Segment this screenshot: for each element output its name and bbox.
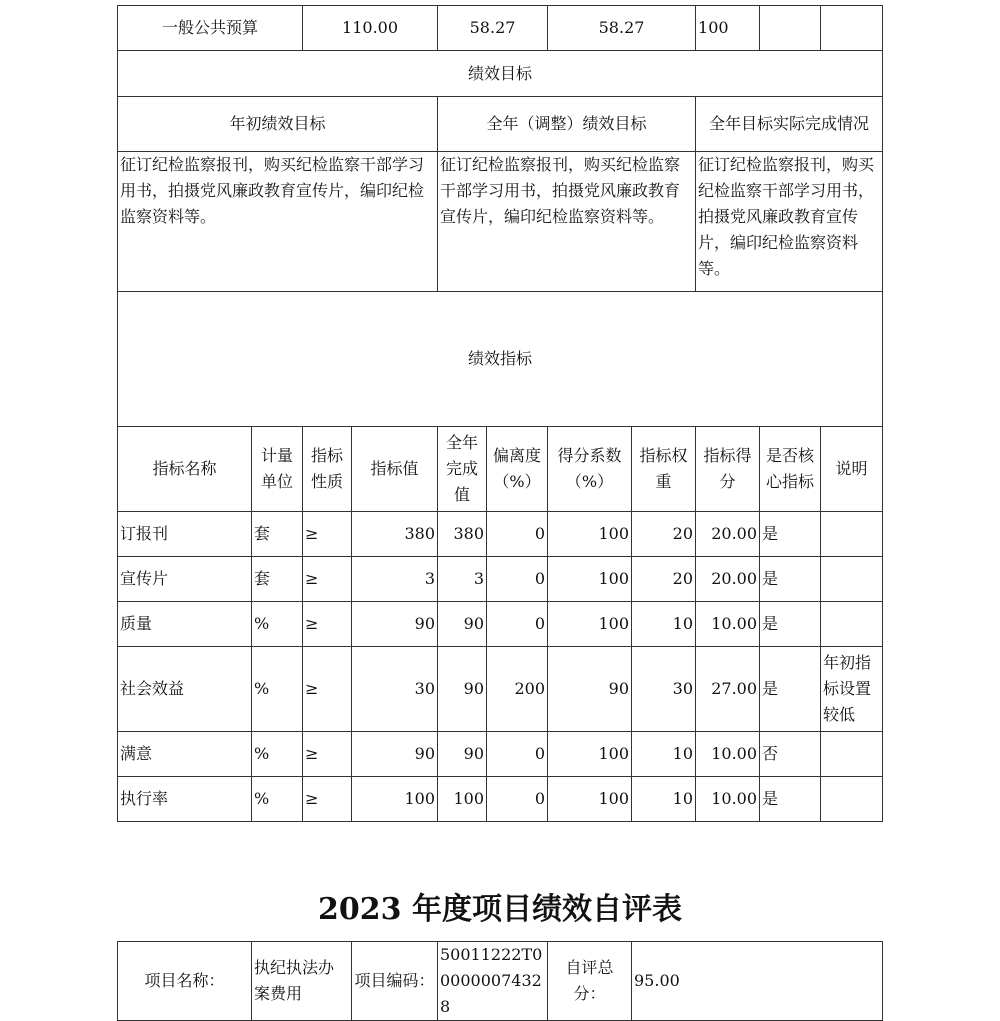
row-actual: 90 [438, 602, 487, 647]
project-code-label: 项目编码： [352, 942, 438, 1021]
row-deviation: 200 [487, 647, 548, 732]
budget-v2: 58.27 [438, 6, 548, 51]
row-coef: 100 [548, 557, 632, 602]
project-code-value: 50011222T000000074328 [438, 942, 548, 1021]
row-deviation: 0 [487, 777, 548, 822]
header-note: 说明 [821, 427, 883, 512]
table-row [118, 602, 883, 647]
row-target: 100 [352, 777, 438, 822]
row-deviation: 0 [487, 512, 548, 557]
row-coef: 100 [548, 777, 632, 822]
goals-col1-text: 征订纪检监察报刊，购买纪检监察干部学习用书，拍摄党风廉政教育宣传片，编印纪检监察资料等。 [118, 152, 438, 292]
header-deviation: 偏离度（%） [487, 427, 548, 512]
header-unit: 计量单位 [252, 427, 303, 512]
row-weight: 10 [632, 732, 696, 777]
row-core: 是 [760, 777, 821, 822]
second-table-title: 2023 年度项目绩效自评表 [318, 892, 682, 927]
row-actual: 90 [438, 647, 487, 732]
header-nature: 指标性质 [303, 427, 352, 512]
row-note [821, 512, 883, 557]
row-name: 执行率 [118, 777, 252, 822]
row-weight: 30 [632, 647, 696, 732]
performance-table [117, 5, 883, 822]
header-target: 指标值 [352, 427, 438, 512]
row-score: 10.00 [696, 732, 760, 777]
row-target: 30 [352, 647, 438, 732]
row-actual: 90 [438, 732, 487, 777]
row-score: 27.00 [696, 647, 760, 732]
project-name-label: 项目名称： [118, 942, 252, 1021]
goals-col2-header: 全年（调整）绩效目标 [438, 97, 696, 152]
row-core: 是 [760, 647, 821, 732]
row-score: 20.00 [696, 557, 760, 602]
row-target: 90 [352, 732, 438, 777]
budget-label: 一般公共预算 [118, 6, 303, 51]
row-target: 380 [352, 512, 438, 557]
row-nature: ≥ [303, 512, 352, 557]
goals-col1-header: 年初绩效目标 [118, 97, 438, 152]
row-name: 质量 [118, 602, 252, 647]
self-score-value: 95.00 [632, 942, 883, 1021]
indicators-header-row [118, 427, 883, 512]
table-row [118, 732, 883, 777]
header-actual: 全年完成值 [438, 427, 487, 512]
row-note [821, 602, 883, 647]
budget-row [118, 6, 883, 51]
table-row [118, 512, 883, 557]
row-nature: ≥ [303, 602, 352, 647]
row-name: 社会效益 [118, 647, 252, 732]
row-core: 否 [760, 732, 821, 777]
project-name-value: 执纪执法办案费用 [252, 942, 352, 1021]
project-info-table [117, 941, 883, 1021]
row-unit: % [252, 647, 303, 732]
row-unit: 套 [252, 512, 303, 557]
row-weight: 20 [632, 557, 696, 602]
row-target: 3 [352, 557, 438, 602]
row-actual: 3 [438, 557, 487, 602]
goals-col2-text: 征订纪检监察报刊，购买纪检监察干部学习用书，拍摄党风廉政教育宣传片，编印纪检监察资料等。 [438, 152, 696, 292]
table-row [118, 647, 883, 732]
row-unit: 套 [252, 557, 303, 602]
self-score-label: 自评总分： [548, 942, 632, 1021]
goals-col3-text: 征订纪检监察报刊，购买纪检监察干部学习用书，拍摄党风廉政教育宣传片，编印纪检监察资料等。 [696, 152, 883, 292]
row-deviation: 0 [487, 602, 548, 647]
header-weight: 指标权重 [632, 427, 696, 512]
row-note: 年初指标设置较低 [821, 647, 883, 732]
row-note [821, 557, 883, 602]
row-nature: ≥ [303, 557, 352, 602]
row-actual: 100 [438, 777, 487, 822]
budget-v5 [760, 6, 821, 51]
row-deviation: 0 [487, 557, 548, 602]
row-score: 10.00 [696, 602, 760, 647]
row-core: 是 [760, 602, 821, 647]
row-weight: 20 [632, 512, 696, 557]
table-row [118, 777, 883, 822]
header-core: 是否核心指标 [760, 427, 821, 512]
row-score: 10.00 [696, 777, 760, 822]
row-nature: ≥ [303, 732, 352, 777]
row-note [821, 777, 883, 822]
row-unit: % [252, 732, 303, 777]
budget-v3: 58.27 [548, 6, 696, 51]
budget-v1: 110.00 [303, 6, 438, 51]
row-name: 满意 [118, 732, 252, 777]
indicators-section-title: 绩效指标 [118, 292, 883, 427]
row-name: 订报刊 [118, 512, 252, 557]
header-score: 指标得分 [696, 427, 760, 512]
row-deviation: 0 [487, 732, 548, 777]
row-name: 宣传片 [118, 557, 252, 602]
goals-section-title: 绩效目标 [118, 51, 883, 97]
table-row [118, 557, 883, 602]
row-coef: 90 [548, 647, 632, 732]
row-target: 90 [352, 602, 438, 647]
row-note [821, 732, 883, 777]
row-weight: 10 [632, 602, 696, 647]
row-weight: 10 [632, 777, 696, 822]
row-actual: 380 [438, 512, 487, 557]
row-core: 是 [760, 557, 821, 602]
budget-v4: 100 [696, 6, 760, 51]
goals-col3-header: 全年目标实际完成情况 [696, 97, 883, 152]
row-core: 是 [760, 512, 821, 557]
row-nature: ≥ [303, 777, 352, 822]
row-coef: 100 [548, 732, 632, 777]
header-name: 指标名称 [118, 427, 252, 512]
row-unit: % [252, 602, 303, 647]
row-coef: 100 [548, 602, 632, 647]
row-score: 20.00 [696, 512, 760, 557]
row-coef: 100 [548, 512, 632, 557]
budget-v6 [821, 6, 883, 51]
header-coef: 得分系数（%） [548, 427, 632, 512]
row-unit: % [252, 777, 303, 822]
row-nature: ≥ [303, 647, 352, 732]
